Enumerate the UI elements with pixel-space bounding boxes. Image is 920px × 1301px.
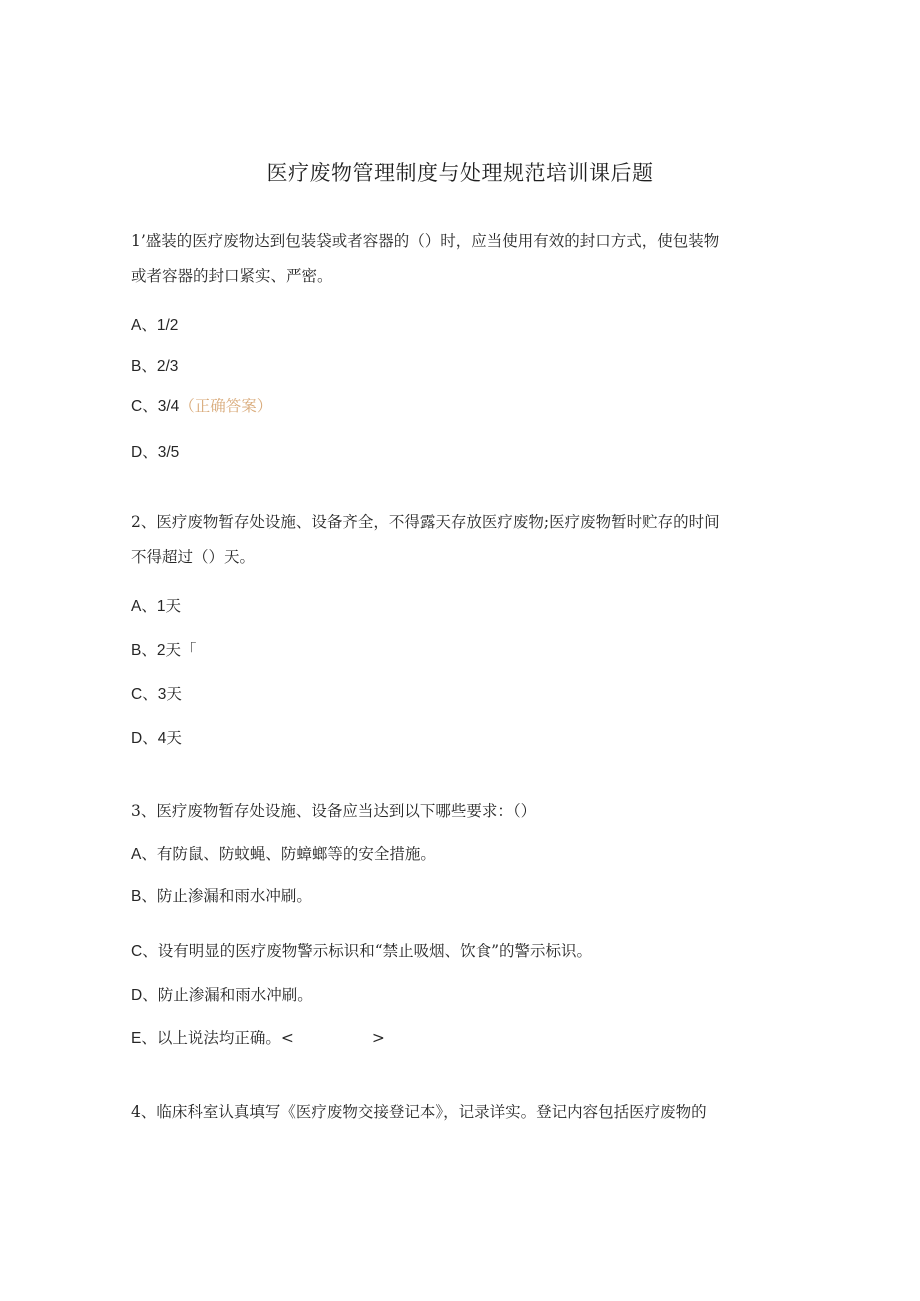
question-1-text-line-2: 或者容器的封口紧实、严密。 [131, 267, 333, 285]
question-1-option-b [131, 354, 178, 376]
page-title: 医疗废物管理制度与处理规范培训课后题 [266, 161, 654, 185]
question-1-option-a [131, 313, 178, 335]
option-letter: E、 [131, 1030, 157, 1047]
option-letter: D、 [131, 730, 158, 747]
option-letter: B、 [131, 358, 157, 375]
question-2-option-a [131, 594, 181, 616]
option-text: 有防鼠、防蚊蝇、防蟑螂等的安全措施。 [156, 845, 436, 863]
question-2-text-line-2: 不得超过（）天。 [131, 548, 256, 566]
option-text: 1天 [156, 598, 181, 615]
question-2-text-line-1: 2、医疗废物暂存处设施、设备齐全，不得露天存放医疗废物;医疗废物暂时贮存的时间 [131, 513, 720, 531]
question-3-option-b [131, 884, 312, 906]
option-letter: D、 [131, 987, 158, 1004]
option-text: 防止渗漏和雨水冲刷。 [156, 887, 312, 905]
option-text: 4天 [157, 730, 182, 747]
option-letter: D、 [131, 444, 158, 461]
option-letter: A、 [131, 598, 157, 615]
question-1-option-d [131, 440, 179, 462]
option-letter: A、 [131, 317, 157, 334]
option-text: 2/3 [156, 358, 179, 375]
option-letter: C、 [131, 943, 158, 960]
question-3-text-line-1: 3、医疗废物暂存处设施、设备应当达到以下哪些要求：（） [131, 802, 537, 820]
option-letter: B、 [131, 888, 157, 905]
question-3-option-a [131, 842, 436, 864]
option-text: 1/2 [156, 317, 179, 334]
option-text: 设有明显的医疗废物警示标识和“禁止吸烟、饮食”的警示标识。 [157, 942, 593, 960]
question-4-text-line-1: 4、临床科室认真填写《医疗废物交接登记本》，记录详实。登记内容包括医疗废物的 [131, 1103, 707, 1121]
option-text: 防止渗漏和雨水冲刷。 [157, 986, 313, 1004]
question-2-option-c [131, 682, 182, 704]
question-3-option-d [131, 983, 313, 1005]
question-2-option-d [131, 726, 182, 748]
option-text: 3/4 [157, 398, 180, 415]
correct-answer-note: （正确答案） [179, 397, 273, 415]
option-text: 3天 [157, 686, 182, 703]
option-letter: B、 [131, 642, 157, 659]
option-letter: C、 [131, 398, 158, 415]
option-text: 3/5 [157, 444, 180, 461]
option-text-tail: > [371, 1029, 385, 1047]
question-1-option-c [131, 394, 272, 416]
question-3-option-c [131, 939, 592, 961]
question-2-option-b [131, 638, 196, 660]
option-letter: A、 [131, 846, 157, 863]
option-text: 2天「 [156, 642, 197, 659]
question-1-text-line-1: 1’盛装的医疗废物达到包装袋或者容器的（）时，应当使用有效的封口方式，使包装物 [131, 232, 720, 250]
option-letter: C、 [131, 686, 158, 703]
option-text: 以上说法均正确。< [156, 1029, 294, 1047]
question-3-option-e [131, 1026, 385, 1048]
